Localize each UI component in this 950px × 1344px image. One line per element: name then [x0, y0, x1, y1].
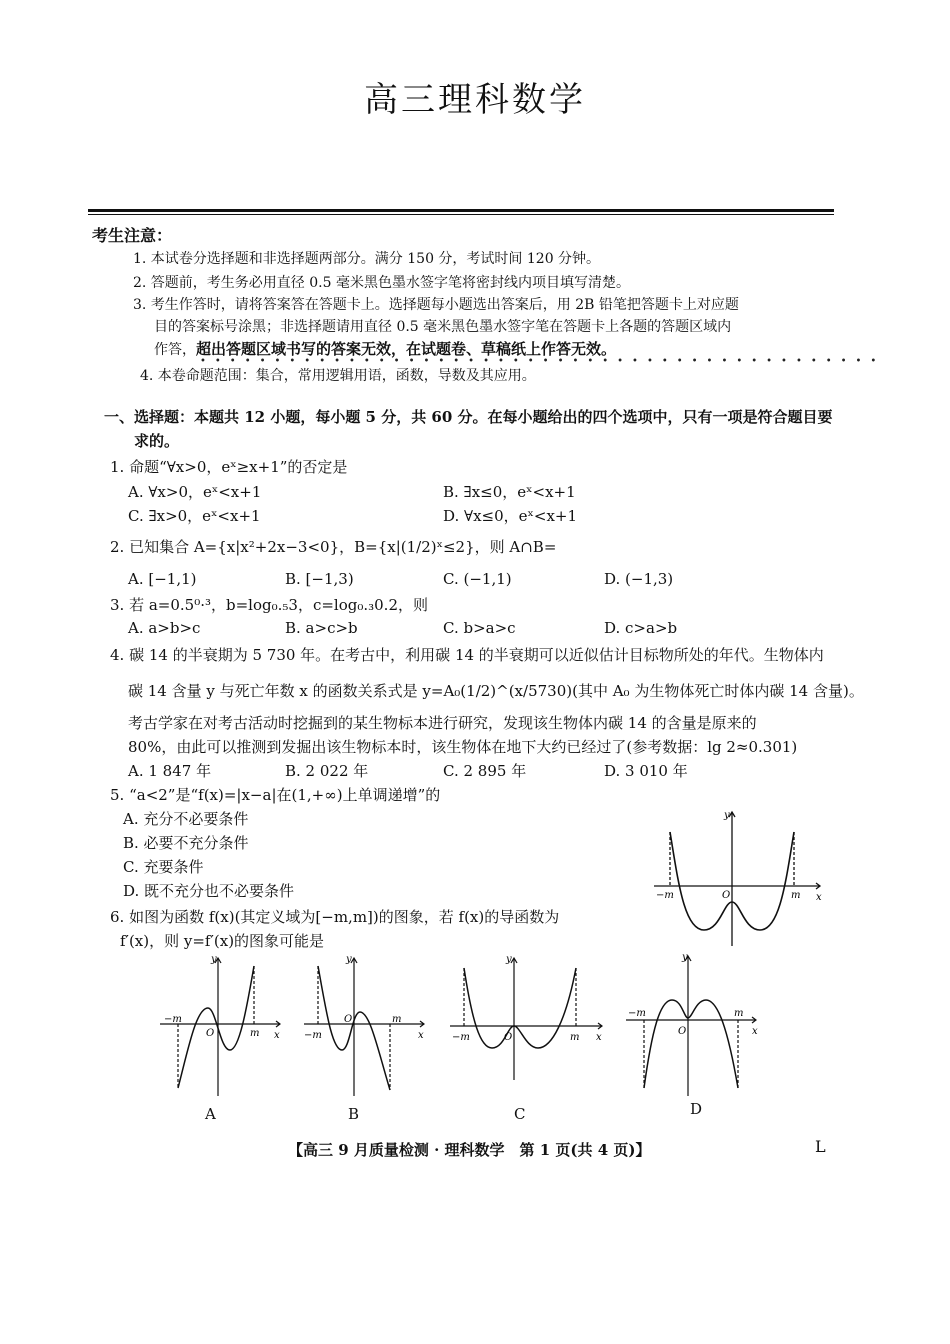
graph-b-origin: O	[344, 1014, 353, 1025]
notice-emphasis: 超出答题区域书写的答案无效，在试题卷、草稿纸上作答无效。	[196, 340, 617, 358]
q5-option-a: A. 充分不必要条件	[123, 810, 249, 828]
q4-line-1: 4. 碳 14 的半衰期为 5 730 年。在考古中，利用碳 14 的半衰期可以近似估计目标物所处的年代。生物体内	[110, 646, 824, 664]
graph-option-c	[446, 950, 606, 1100]
q4-option-b: B. 2 022 年	[285, 762, 369, 780]
q4-formula-power: (1/2)^(x/5730)	[460, 682, 573, 700]
q2-option-d: D. (−1,3)	[604, 570, 674, 588]
graph-f-y-label: y	[724, 810, 730, 821]
page-title: 高三理科数学	[364, 80, 586, 120]
graph-c-m: m	[570, 1032, 580, 1043]
graph-a-x-label: x	[274, 1030, 280, 1041]
notice-item-1: 1. 本试卷分选择题和非选择题两部分。满分 150 分，考试时间 120 分钟。	[133, 251, 601, 267]
emphasis-dots: ••••••••••••••••••••••••••••••••••••••••••••••	[200, 356, 886, 367]
header-rule-thick	[88, 209, 834, 212]
graph-a-y-label: y	[211, 954, 217, 965]
q3-option-a: A. a>b>c	[128, 619, 201, 637]
graph-a-caption: A	[205, 1105, 216, 1123]
graph-a-origin: O	[206, 1028, 215, 1039]
q3-stem: 3. 若 a=0.5⁰·³，b=log₀.₅3，c=log₀.₃0.2，则	[110, 596, 428, 614]
q6-line-1: 6. 如图为函数 f(x)(其定义域为[−m,m])的图象，若 f(x)的导函数为	[110, 908, 560, 926]
page-footer: 【高三 9 月质量检测 · 理科数学 第 1 页(共 4 页)】	[288, 1141, 651, 1159]
q4-line-2	[128, 680, 864, 701]
graph-c-y-label: y	[506, 954, 512, 965]
graph-option-d	[622, 950, 762, 1100]
q4-option-c: C. 2 895 年	[443, 762, 527, 780]
q4-line-4: 80%，由此可以推测到发掘出该生物标本时，该生物体在地下大约已经过了(参考数据：lg 2≈0.301)	[128, 738, 798, 756]
graph-a-m: m	[250, 1028, 260, 1039]
q2-stem-c: ，则 A∩B=	[474, 538, 557, 556]
q1-option-b: B. ∃x≤0，eˣ<x+1	[443, 483, 576, 501]
graph-b-neg-m: −m	[304, 1030, 322, 1041]
notice-item-4: 4. 本卷命题范围：集合，常用逻辑用语，函数，导数及其应用。	[140, 368, 536, 384]
q3-option-c: C. b>a>c	[443, 619, 516, 637]
q4-option-a: A. 1 847 年	[128, 762, 212, 780]
q5-option-c: C. 充要条件	[123, 858, 204, 876]
q5-option-d: D. 既不充分也不必要条件	[123, 882, 295, 900]
section-heading: 一、选择题：本题共 12 小题，每小题 5 分，共 60 分。在每小题给出的四个选项中，只有一项是符合题目要	[104, 408, 833, 426]
q1-stem: 1. 命题“∀x>0，eˣ≥x+1”的否定是	[110, 458, 348, 476]
graph-c-curve	[464, 968, 576, 1048]
notice-item-3-cont: 目的答案标号涂黑；非选择题请用直径 0.5 毫米黑色墨水签字笔在答题卡上各题的答题区域内	[154, 319, 732, 335]
graph-f-m: m	[791, 890, 801, 901]
graph-c-origin: O	[504, 1032, 513, 1043]
graph-f-x-label: x	[816, 892, 822, 903]
graph-b-y-label: y	[346, 954, 352, 965]
q1-option-d: D. ∀x≤0，eˣ<x+1	[443, 507, 578, 525]
corner-mark: L	[815, 1137, 826, 1156]
notice-item-3: 3. 考生作答时，请将答案答在答题卡上。选择题每小题选出答案后，用 2B 铅笔把答题卡上对应题	[133, 297, 739, 313]
q3-option-b: B. a>c>b	[285, 619, 358, 637]
notice-heading: 考生注意：	[92, 226, 173, 245]
q2-option-b: B. [−1,3)	[285, 570, 354, 588]
q2-stem	[110, 536, 556, 557]
graph-c-caption: C	[514, 1105, 526, 1123]
section-heading-cont: 求的。	[134, 432, 180, 450]
graph-d-curve	[644, 1000, 738, 1088]
graph-d-m: m	[734, 1008, 744, 1019]
graph-d-x-label: x	[752, 1026, 758, 1037]
notice-item-2: 2. 答题前，考生务必用直径 0.5 毫米黑色墨水签字笔将密封线内项目填写清楚。	[133, 275, 630, 291]
q5-option-b: B. 必要不充分条件	[123, 834, 249, 852]
graph-option-b	[300, 950, 430, 1100]
q3-option-d: D. c>a>b	[604, 619, 678, 637]
q4-line-2a: 碳 14 含量 y 与死亡年数 x 的函数关系式是 y=A₀	[128, 682, 461, 700]
graph-f-origin: O	[722, 890, 731, 901]
q4-option-d: D. 3 010 年	[604, 762, 688, 780]
q6-line-2: f′(x)，则 y=f′(x)的图象可能是	[120, 932, 325, 950]
notice-item-3-prefix: 作答，	[154, 342, 196, 358]
graph-b-x-label: x	[418, 1030, 424, 1041]
q1-option-c: C. ∃x>0，eˣ<x+1	[128, 507, 261, 525]
graph-b-caption: B	[348, 1105, 360, 1123]
q2-stem-a: 2. 已知集合 A={x|x²+2x−3<0}，B=	[110, 538, 378, 556]
graph-f-neg-m: −m	[656, 890, 674, 901]
q4-line-3: 考古学家在对考古活动时挖掘到的某生物标本进行研究，发现该生物体内碳 14 的含量是原来的	[128, 714, 757, 732]
q2-option-c: C. (−1,1)	[443, 570, 512, 588]
graph-d-caption: D	[690, 1100, 703, 1118]
graph-b-m: m	[392, 1014, 402, 1025]
q2-option-a: A. [−1,1)	[128, 570, 197, 588]
graph-option-a	[156, 950, 286, 1100]
header-rule-thin	[88, 214, 834, 215]
graph-c-x-label: x	[596, 1032, 602, 1043]
graph-f	[648, 800, 828, 950]
q5-stem: 5. “a<2”是“f(x)=|x−a|在(1,+∞)上单调递增”的	[110, 786, 441, 804]
graph-d-origin: O	[678, 1026, 687, 1037]
graph-a-curve	[178, 966, 254, 1088]
graph-c-neg-m: −m	[452, 1032, 470, 1043]
q2-set-b: {x|(1/2)ˣ≤2}	[377, 538, 475, 556]
q4-line-2c: (其中 A₀ 为生物体死亡时体内碳 14 含量)。	[572, 682, 864, 700]
q1-option-a: A. ∀x>0，eˣ<x+1	[128, 483, 262, 501]
graph-a-neg-m: −m	[164, 1014, 182, 1025]
graph-d-y-label: y	[682, 952, 688, 963]
graph-d-neg-m: −m	[628, 1008, 646, 1019]
